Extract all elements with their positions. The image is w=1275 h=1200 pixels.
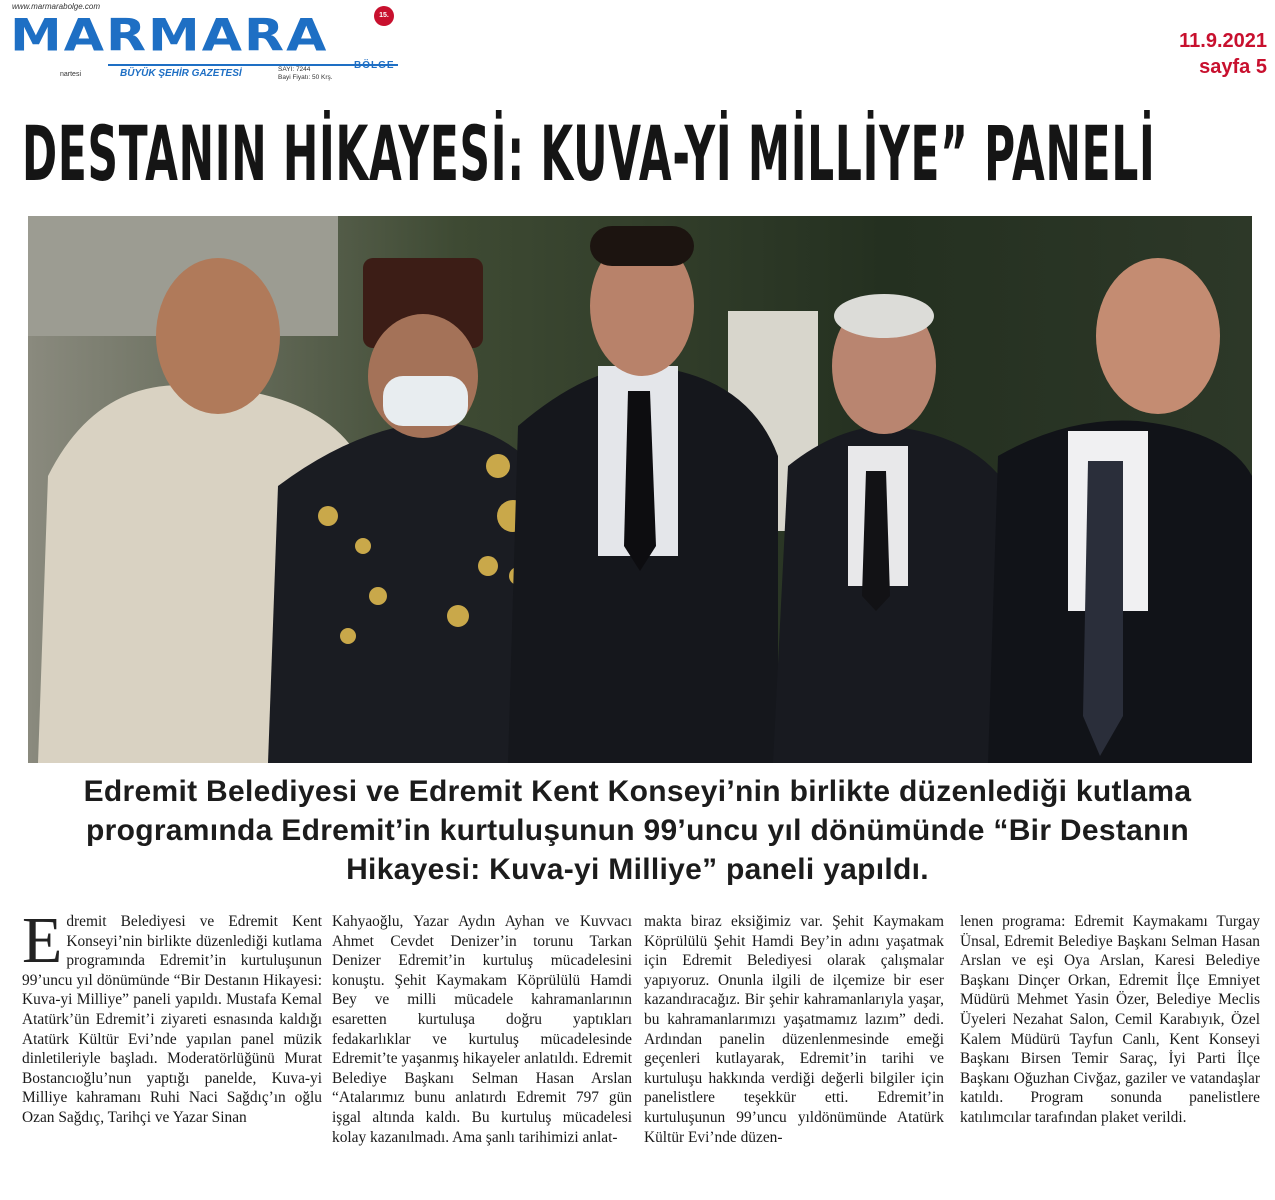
headline-text: DESTANIN HİKAYESİ: KUVA-Yİ MİLLİYE” PANELİ: [22, 110, 1156, 199]
newspaper-region: BÖLGE: [354, 60, 395, 71]
person-4-hair: [834, 294, 934, 338]
body-column-1-text: dremit Belediyesi ve Edremit Kent Konseyi’nin birlikte düzenlediği kutlama programında Edremit’in kurtuluşunun 99’uncu yıl dönümünde “Bir Destanın Hikayesi: Kuva-yi Milliye” paneli yapıldı. Mustafa Kemal Atatürk’ün Edremit’i ziyareti esnasında kaldığı Atatürk Kültür Evi’nde yapılan panel müzik dinletileriyle başladı. Moderatörlüğünü Murat Bostancıoğlu’nun yaptığı panelde, Kuva-yi Milliye kahramanı Ruhi Naci Sağdıç’ın oğlu Ozan Sağdıç, Tarihçi ve Yazar Sinan: [22, 913, 322, 1126]
person-1-head: [156, 258, 280, 414]
anniversary-badge: 15.: [374, 6, 394, 26]
body-column-4-text: lenen programa: Edremit Kaymakamı Turgay Ünsal, Edremit Belediye Başkanı Selman Hasan Arslan ve eşi Oya Arslan, Karesi Belediye Başkanı Dinçer Orkan, Edremit İlçe Emniyet Müdürü Mehmet Yasin Özer, Belediye Meclis Üyeleri Nezahat Salon, Cemil Karabıyık, Özel Kalem Müdürü Tayfun Canlı, Kent Konseyi Başkanı Birsen Temir Saraç, İyi Parti İlçe Başkanı Oğuzhan Civğaz, gaziler ve vatandaşlar katıldı. Program sonunda panelistlere katılımcılar tarafından plaket verildi.: [960, 913, 1260, 1126]
body-column-4: [960, 912, 1260, 1197]
person-5-tie: [1083, 461, 1123, 756]
body-column-3-text: makta biraz eksiğimiz var. Şehit Kaymakam Köprülülü Şehit Hamdi Bey’in adını yaşatmak için Edremit Belediyesi olarak çalışmalar yapıyoruz. Onunla ilgili de ilçemize bir eser kazandıracağız. Bir şehir kahramanlarıyla yaşar, bu kahramanlarımızı yaşatmamız lazım” dedi. Ardından panelin düzenlenmesinde emeği geçenleri kutlayarak, Edremit’in tarihi ve kurtuluşu hakkında verdiği değerli bilgiler için panelistlere teşekkür etti. Edremit’in kurtuluşunun 99’uncu yıldönümünde Atatürk Kültür Evi’nde düzen-: [644, 913, 944, 1146]
site-url: www.marmarabolge.com: [12, 2, 101, 11]
clipping-date: 11.9.2021: [1179, 30, 1267, 52]
person-5-head: [1096, 258, 1220, 414]
article-body: [22, 912, 1262, 1197]
issue-info: [278, 66, 333, 82]
issue-number: SAYI: 7244: [278, 66, 311, 73]
person-3-hair: [590, 226, 694, 266]
article-photo: [28, 216, 1252, 763]
body-column-1: [22, 912, 322, 1197]
newspaper-masthead: [8, 2, 398, 84]
body-column-2-text: Kahyaoğlu, Yazar Aydın Ayhan ve Kuvvacı Ahmet Cevdet Denizer’in torunu Tarkan Denizer Edremit’in kurtuluş mücadelesini konuştu. Şehit Kaymakam Köprülülü Hamdi Bey ve milli mücadele kahramanlarının esaretten kurtuluşa doğru yaptıkları fedakarlıklar ve kurtuluş mücadelesinde Edremit’te yaşanmış hikayeler anlatıldı. Edremit Belediye Başkanı Selman Hasan Arslan “Atalarımız bunu anlatırdı Edremit 797 gün işgal altında kaldı. Bu kurtuluş mücadelesi kolay kazanılmadı. Ama şanlı tarihimizi anlat-: [332, 913, 632, 1146]
body-column-3: [644, 912, 944, 1197]
article-lead: Edremit Belediyesi ve Edremit Kent Konseyi’nin birlikte düzenlediği kutlama programında Edremit’in kurtuluşunun 99’uncu yıl dönümünde “Bir Destanın Hikayesi: Kuva-yi Milliye” paneli yapıldı.: [83, 775, 1192, 886]
newspaper-logo: MARMARA: [10, 10, 329, 62]
person-2-mask: [383, 376, 468, 426]
article-headline: [22, 110, 1262, 210]
clipping-meta: [1179, 28, 1267, 80]
drop-cap: E: [22, 912, 63, 977]
issue-price: Bayi Fiyatı: 50 Krş.: [278, 74, 333, 81]
body-column-2: [332, 912, 632, 1197]
clipping-page: sayfa 5: [1199, 56, 1267, 78]
person-4-tie: [862, 471, 890, 611]
newspaper-subtitle: BÜYÜK ŞEHİR GAZETESİ: [120, 68, 242, 79]
weekday-fragment: nartesi: [60, 71, 82, 78]
